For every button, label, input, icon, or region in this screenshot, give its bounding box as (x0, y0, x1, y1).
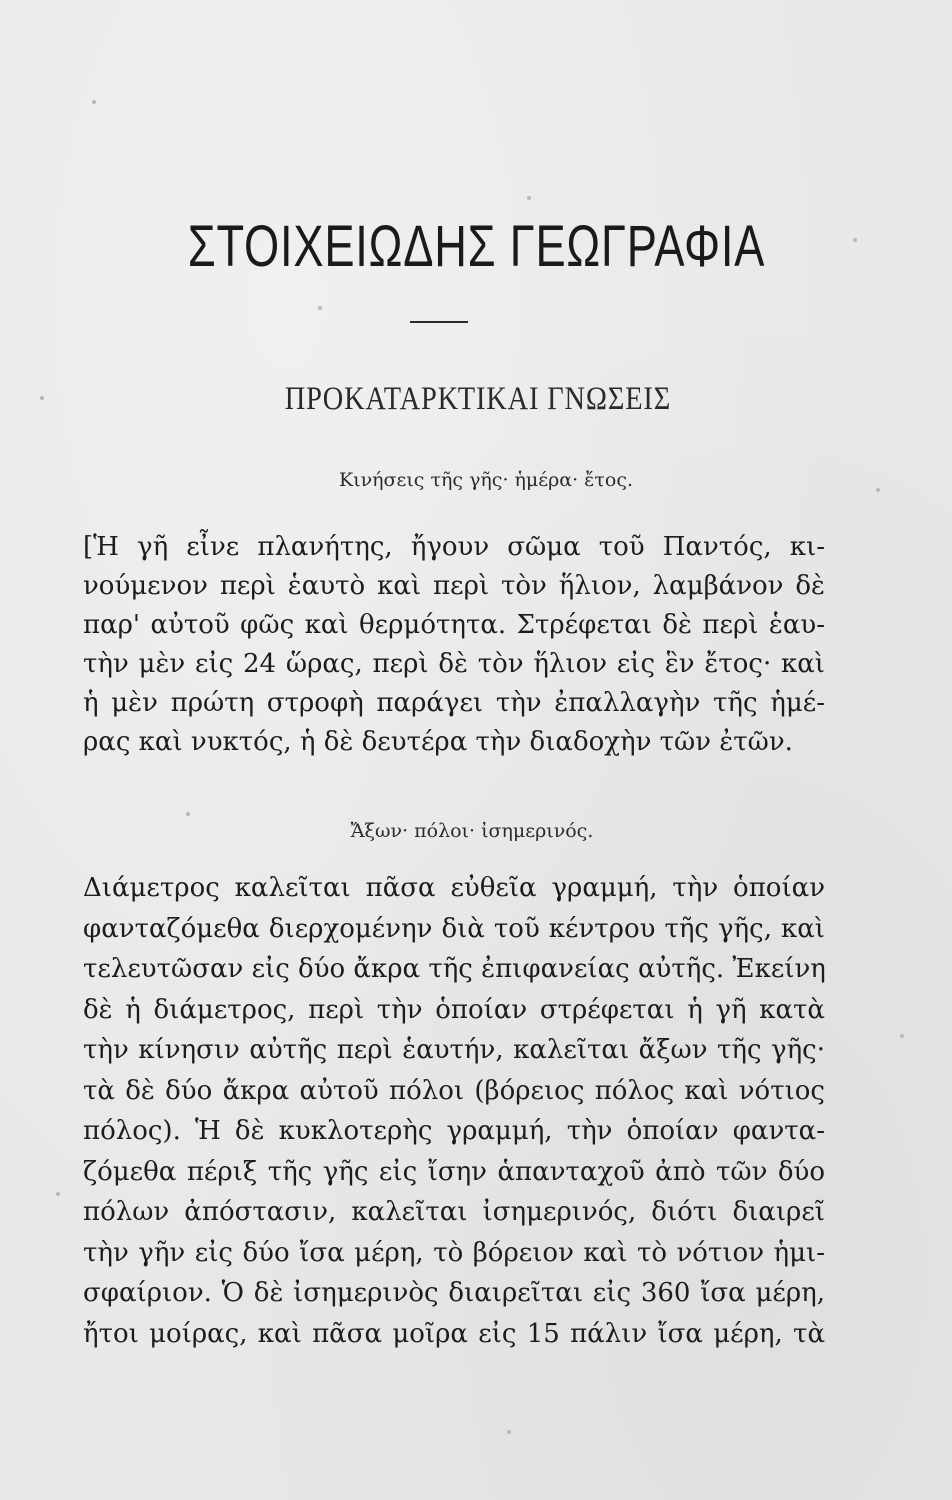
text-line: τὰ δὲ δύο ἄκρα αὐτοῦ πόλοι (βόρειος πόλος καὶ νότιος (83, 1075, 825, 1106)
paper-speck (853, 238, 857, 242)
text-line: νούμενον περὶ ἑαυτὸ καὶ περὶ τὸν ἥλιον, λαμβάνον δὲ (83, 571, 825, 601)
text-line: πόλων ἀπόστασιν, καλεῖται ἰσημερινός, διότι διαιρεῖ (83, 1197, 825, 1227)
paper-speck (507, 1430, 511, 1434)
paper-speck (900, 1034, 904, 1038)
page-subtitle: ΠΡΟΚΑΤΑΡΚΤΙΚΑΙ ΓΝΩΣΕΙΣ (284, 381, 672, 417)
paper-speck (40, 396, 44, 400)
page-title: ΣΤΟΙΧΕΙΩΔΗΣ ΓΕΩΓΡΑΦΙΑ (187, 214, 766, 279)
paper-speck (527, 196, 531, 200)
section-heading: Ἄξων· πόλοι· ἰσημερινός. (350, 820, 594, 842)
text-line: τὴν μὲν εἰς 24 ὥρας, περὶ δὲ τὸν ἥλιον εἰς ἓν ἔτος· καὶ (83, 649, 825, 679)
paper-speck (92, 100, 96, 104)
text-line: παρ' αὐτοῦ φῶς καὶ θερμότητα. Στρέφεται δὲ περὶ ἑαυ- (83, 610, 825, 640)
text-line: δὲ ἡ διάμετρος, περὶ τὴν ὁποίαν στρέφεται ἡ γῆ κατὰ (83, 994, 825, 1025)
text-line: ἡ μὲν πρώτη στροφὴ παράγει τὴν ἐπαλλαγὴν τῆς ἡμέ- (83, 688, 825, 718)
paragraph (83, 868, 825, 1354)
paragraph (83, 528, 825, 762)
text-line: [Ἡ γῆ εἶνε πλανήτης, ἤγουν σῶμα τοῦ Παντός, κι- (83, 532, 825, 562)
text-line: τὴν γῆν εἰς δύο ἴσα μέρη, τὸ βόρειον καὶ τὸ νότιον ἡμι- (83, 1237, 825, 1268)
section-heading: Κινήσεις τῆς γῆς· ἡμέρα· ἔτος. (338, 469, 634, 491)
text-line: ρας καὶ νυκτός, ἡ δὲ δευτέρα τὴν διαδοχὴν τῶν ἐτῶν. (83, 727, 793, 757)
text-line: τὴν κίνησιν αὐτῆς περὶ ἑαυτήν, καλεῖται ἄξων τῆς γῆς· (83, 1035, 825, 1065)
text-line: σφαίριον. Ὁ δὲ ἰσημερινὸς διαιρεῖται εἰς 360 ἴσα μέρη, (83, 1278, 825, 1308)
title-divider (410, 321, 468, 323)
text-line: φανταζόμεθα διερχομένην διὰ τοῦ κέντρου τῆς γῆς, καὶ (83, 913, 825, 944)
paper-speck (318, 306, 322, 310)
text-line: Διάμετρος καλεῖται πᾶσα εὐθεῖα γραμμή, τὴν ὁποίαν (83, 873, 825, 903)
paper-speck (56, 1192, 60, 1196)
text-line: ἤτοι μοίρας, καὶ πᾶσα μοῖρα εἰς 15 πάλιν ἴσα μέρη, τὰ (83, 1318, 825, 1349)
text-line: τελευτῶσαν εἰς δύο ἄκρα τῆς ἐπιφανείας αὐτῆς. Ἐκείνη (83, 954, 826, 984)
paper-speck (186, 812, 190, 816)
text-line: πόλος). Ἡ δὲ κυκλοτερὴς γραμμή, τὴν ὁποίαν φαντα- (83, 1116, 825, 1146)
text-line: ζόμεθα πέριξ τῆς γῆς εἰς ἴσην ἁπανταχοῦ ἀπὸ τῶν δύο (83, 1156, 825, 1187)
